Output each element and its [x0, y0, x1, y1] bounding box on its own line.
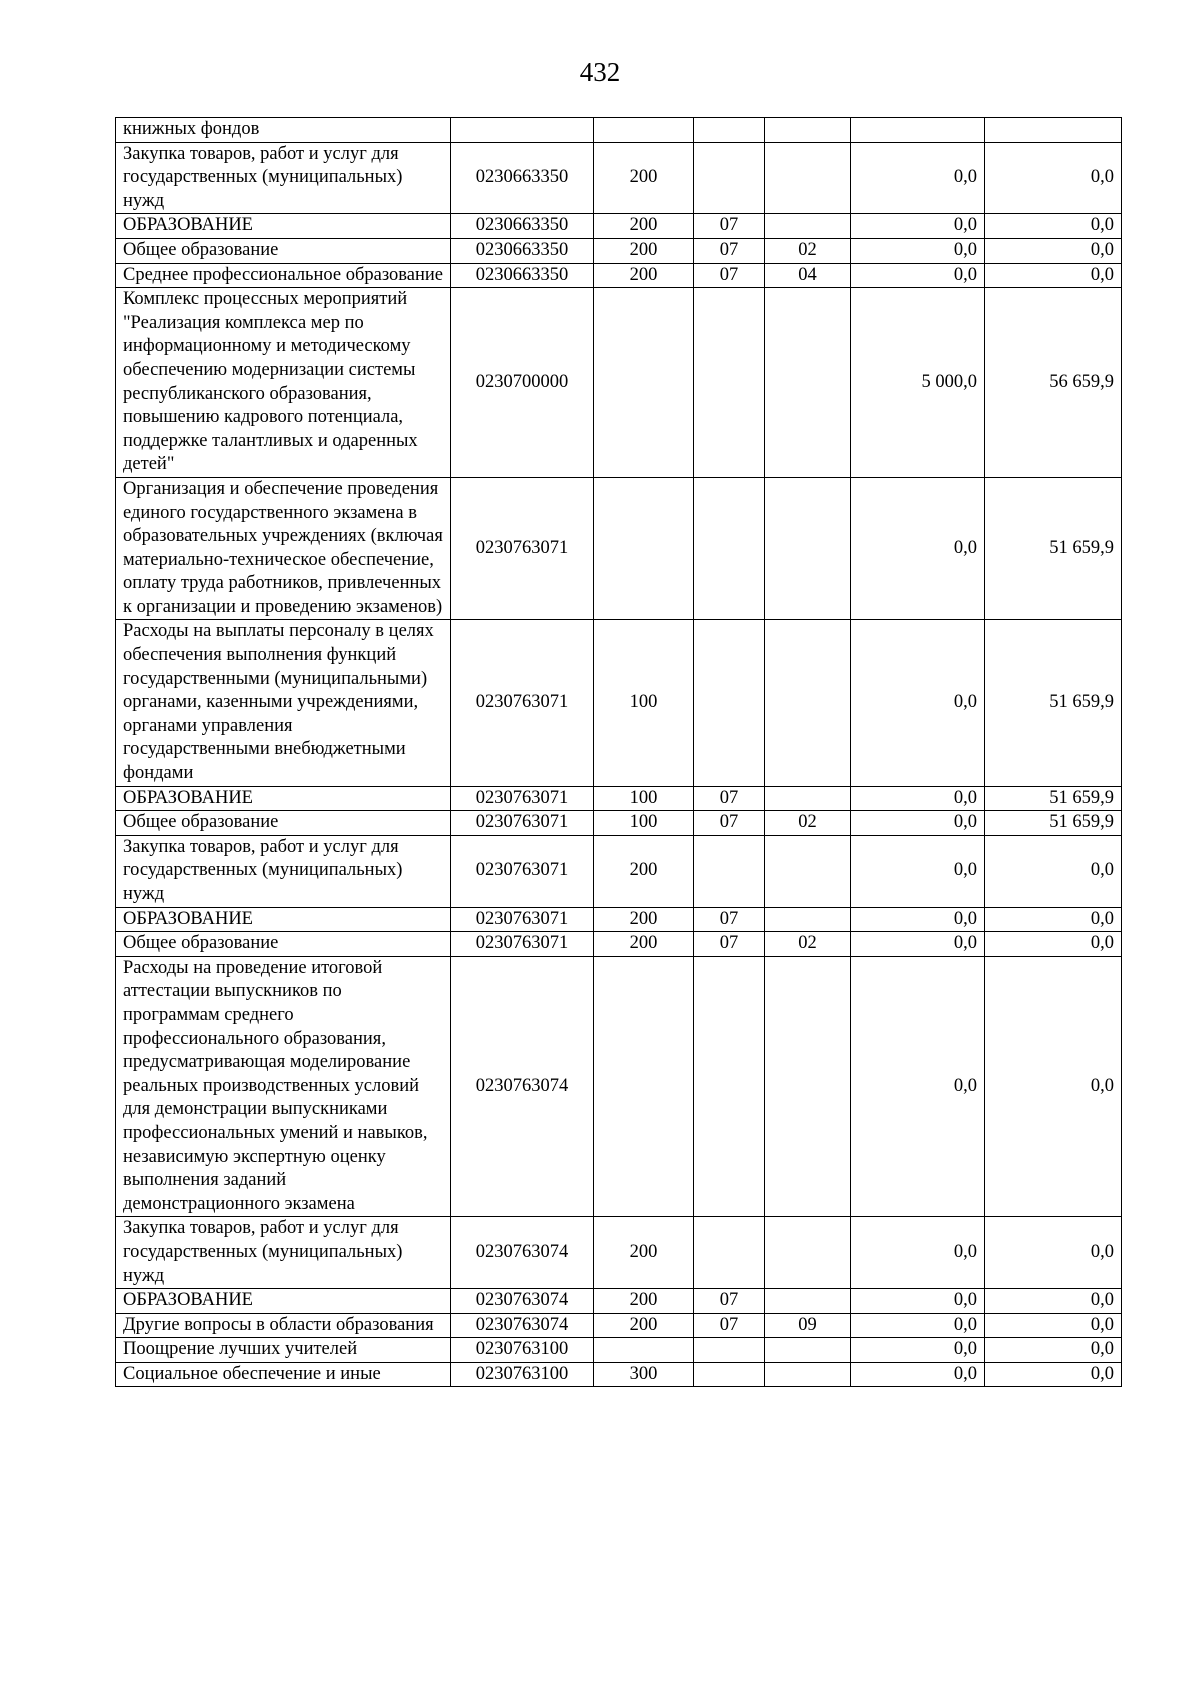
target-article-cell: 0230663350: [451, 263, 594, 288]
table-row: [116, 907, 1122, 932]
subsection-cell: 04: [765, 263, 851, 288]
target-article-cell: 0230663350: [451, 142, 594, 214]
table-row: [116, 1362, 1122, 1387]
section-cell: 07: [694, 907, 765, 932]
amount-cell-2: 0,0: [985, 932, 1122, 957]
amount-cell-1: 0,0: [851, 142, 985, 214]
section-cell: 07: [694, 811, 765, 836]
subsection-cell: [765, 477, 851, 620]
target-article-cell: 0230763074: [451, 1289, 594, 1314]
section-cell: [694, 1362, 765, 1387]
table-row: [116, 835, 1122, 907]
subsection-cell: [765, 786, 851, 811]
amount-cell-2: 0,0: [985, 1362, 1122, 1387]
amount-cell-1: 0,0: [851, 214, 985, 239]
target-article-cell: [451, 118, 594, 143]
section-cell: 07: [694, 1313, 765, 1338]
expense-type-cell: 200: [594, 214, 694, 239]
table-row: [116, 263, 1122, 288]
amount-cell-2: 0,0: [985, 1217, 1122, 1289]
expense-type-cell: 200: [594, 238, 694, 263]
section-cell: 07: [694, 786, 765, 811]
target-article-cell: 0230763100: [451, 1362, 594, 1387]
amount-cell-1: 0,0: [851, 811, 985, 836]
table-row: [116, 214, 1122, 239]
target-article-cell: 0230763071: [451, 907, 594, 932]
subsection-cell: 02: [765, 238, 851, 263]
section-cell: [694, 956, 765, 1217]
amount-cell-2: 0,0: [985, 214, 1122, 239]
amount-cell-2: 0,0: [985, 142, 1122, 214]
table-row: [116, 1338, 1122, 1363]
subsection-cell: 02: [765, 932, 851, 957]
target-article-cell: 0230663350: [451, 214, 594, 239]
amount-cell-1: 0,0: [851, 263, 985, 288]
amount-cell-2: 0,0: [985, 907, 1122, 932]
subsection-cell: [765, 620, 851, 786]
table-row: [116, 956, 1122, 1217]
row-name-cell: Закупка товаров, работ и услуг для государственных (муниципальных) нужд: [116, 835, 451, 907]
section-cell: [694, 118, 765, 143]
subsection-cell: [765, 907, 851, 932]
subsection-cell: [765, 956, 851, 1217]
amount-cell-1: 0,0: [851, 1289, 985, 1314]
amount-cell-2: 0,0: [985, 1313, 1122, 1338]
amount-cell-1: 0,0: [851, 620, 985, 786]
amount-cell-2: 0,0: [985, 835, 1122, 907]
page-number: 432: [579, 57, 621, 87]
amount-cell-2: 0,0: [985, 263, 1122, 288]
section-cell: [694, 288, 765, 478]
row-name-cell: Социальное обеспечение и иные: [116, 1362, 451, 1387]
table-row: [116, 1313, 1122, 1338]
row-name-cell: Расходы на выплаты персоналу в целях обеспечения выполнения функций государственными (муниципальными) органами, казенными учреждениями, органами управления государственными внебюджетными фондами: [116, 620, 451, 786]
table-row: [116, 238, 1122, 263]
subsection-cell: [765, 1338, 851, 1363]
row-name-cell: ОБРАЗОВАНИЕ: [116, 214, 451, 239]
target-article-cell: 0230763071: [451, 835, 594, 907]
amount-cell-2: 0,0: [985, 956, 1122, 1217]
subsection-cell: [765, 1362, 851, 1387]
subsection-cell: [765, 118, 851, 143]
expense-type-cell: [594, 1338, 694, 1363]
amount-cell-2: 0,0: [985, 1289, 1122, 1314]
row-name-cell: ОБРАЗОВАНИЕ: [116, 786, 451, 811]
row-name-cell: Закупка товаров, работ и услуг для государственных (муниципальных) нужд: [116, 1217, 451, 1289]
amount-cell-1: 0,0: [851, 477, 985, 620]
expense-type-cell: 200: [594, 1289, 694, 1314]
expense-type-cell: [594, 118, 694, 143]
row-name-cell: книжных фондов: [116, 118, 451, 143]
section-cell: [694, 835, 765, 907]
table-row: [116, 811, 1122, 836]
budget-table: [115, 117, 1122, 1387]
target-article-cell: 0230763074: [451, 1217, 594, 1289]
subsection-cell: [765, 142, 851, 214]
row-name-cell: Общее образование: [116, 811, 451, 836]
amount-cell-1: 0,0: [851, 1217, 985, 1289]
amount-cell-1: 0,0: [851, 907, 985, 932]
expense-type-cell: 200: [594, 263, 694, 288]
subsection-cell: 02: [765, 811, 851, 836]
row-name-cell: ОБРАЗОВАНИЕ: [116, 907, 451, 932]
expense-type-cell: 200: [594, 1313, 694, 1338]
amount-cell-1: 0,0: [851, 835, 985, 907]
table-row: [116, 1217, 1122, 1289]
row-name-cell: Расходы на проведение итоговой аттестации выпускников по программам среднего профессионального образования, предусматривающая моделирование реальных производственных условий для демонстрации выпускниками профессиональных умений и навыков, независимую экспертную оценку выполнения заданий демонстрационного экзамена: [116, 956, 451, 1217]
amount-cell-2: 51 659,9: [985, 811, 1122, 836]
table-row: [116, 620, 1122, 786]
section-cell: [694, 1338, 765, 1363]
section-cell: 07: [694, 238, 765, 263]
amount-cell-1: [851, 118, 985, 143]
amount-cell-2: 0,0: [985, 1338, 1122, 1363]
target-article-cell: 0230763071: [451, 811, 594, 836]
target-article-cell: 0230763100: [451, 1338, 594, 1363]
subsection-cell: [765, 835, 851, 907]
amount-cell-2: 0,0: [985, 238, 1122, 263]
section-cell: [694, 1217, 765, 1289]
row-name-cell: Среднее профессиональное образование: [116, 263, 451, 288]
target-article-cell: 0230763071: [451, 786, 594, 811]
row-name-cell: Другие вопросы в области образования: [116, 1313, 451, 1338]
subsection-cell: [765, 1217, 851, 1289]
row-name-cell: Организация и обеспечение проведения единого государственного экзамена в образовательных учреждениях (включая материально-техническое обеспечение, оплату труда работников, привлеченных к организации и проведению экзаменов): [116, 477, 451, 620]
row-name-cell: Общее образование: [116, 932, 451, 957]
subsection-cell: [765, 1289, 851, 1314]
row-name-cell: Поощрение лучших учителей: [116, 1338, 451, 1363]
row-name-cell: Общее образование: [116, 238, 451, 263]
target-article-cell: 0230763074: [451, 1313, 594, 1338]
row-name-cell: ОБРАЗОВАНИЕ: [116, 1289, 451, 1314]
target-article-cell: 0230663350: [451, 238, 594, 263]
table-row: [116, 477, 1122, 620]
expense-type-cell: 100: [594, 811, 694, 836]
target-article-cell: 0230763074: [451, 956, 594, 1217]
amount-cell-2: 51 659,9: [985, 786, 1122, 811]
expense-type-cell: 200: [594, 932, 694, 957]
expense-type-cell: 200: [594, 1217, 694, 1289]
amount-cell-2: 51 659,9: [985, 620, 1122, 786]
table-row: [116, 118, 1122, 143]
target-article-cell: 0230763071: [451, 620, 594, 786]
table-body: [116, 118, 1122, 1387]
amount-cell-1: 0,0: [851, 932, 985, 957]
target-article-cell: 0230700000: [451, 288, 594, 478]
table-row: [116, 1289, 1122, 1314]
expense-type-cell: 200: [594, 835, 694, 907]
amount-cell-1: 5 000,0: [851, 288, 985, 478]
section-cell: [694, 620, 765, 786]
amount-cell-1: 0,0: [851, 1362, 985, 1387]
amount-cell-1: 0,0: [851, 1338, 985, 1363]
amount-cell-1: 0,0: [851, 956, 985, 1217]
expense-type-cell: 300: [594, 1362, 694, 1387]
subsection-cell: [765, 214, 851, 239]
amount-cell-1: 0,0: [851, 1313, 985, 1338]
section-cell: 07: [694, 214, 765, 239]
table-row: [116, 142, 1122, 214]
amount-cell-2: 56 659,9: [985, 288, 1122, 478]
table-row: [116, 786, 1122, 811]
section-cell: 07: [694, 1289, 765, 1314]
expense-type-cell: 200: [594, 907, 694, 932]
table-row: [116, 288, 1122, 478]
table-row: [116, 932, 1122, 957]
row-name-cell: Комплекс процессных мероприятий "Реализация комплекса мер по информационному и методическому обеспечению модернизации системы республиканского образования, повышению кадрового потенциала, поддержке талантливых и одаренных детей": [116, 288, 451, 478]
section-cell: [694, 477, 765, 620]
row-name-cell: Закупка товаров, работ и услуг для государственных (муниципальных) нужд: [116, 142, 451, 214]
amount-cell-2: 51 659,9: [985, 477, 1122, 620]
expense-type-cell: [594, 477, 694, 620]
expense-type-cell: 100: [594, 620, 694, 786]
expense-type-cell: [594, 956, 694, 1217]
target-article-cell: 0230763071: [451, 477, 594, 620]
expense-type-cell: [594, 288, 694, 478]
amount-cell-1: 0,0: [851, 786, 985, 811]
section-cell: 07: [694, 263, 765, 288]
subsection-cell: [765, 288, 851, 478]
amount-cell-2: [985, 118, 1122, 143]
expense-type-cell: 200: [594, 142, 694, 214]
expense-type-cell: 100: [594, 786, 694, 811]
subsection-cell: 09: [765, 1313, 851, 1338]
amount-cell-1: 0,0: [851, 238, 985, 263]
section-cell: [694, 142, 765, 214]
section-cell: 07: [694, 932, 765, 957]
target-article-cell: 0230763071: [451, 932, 594, 957]
